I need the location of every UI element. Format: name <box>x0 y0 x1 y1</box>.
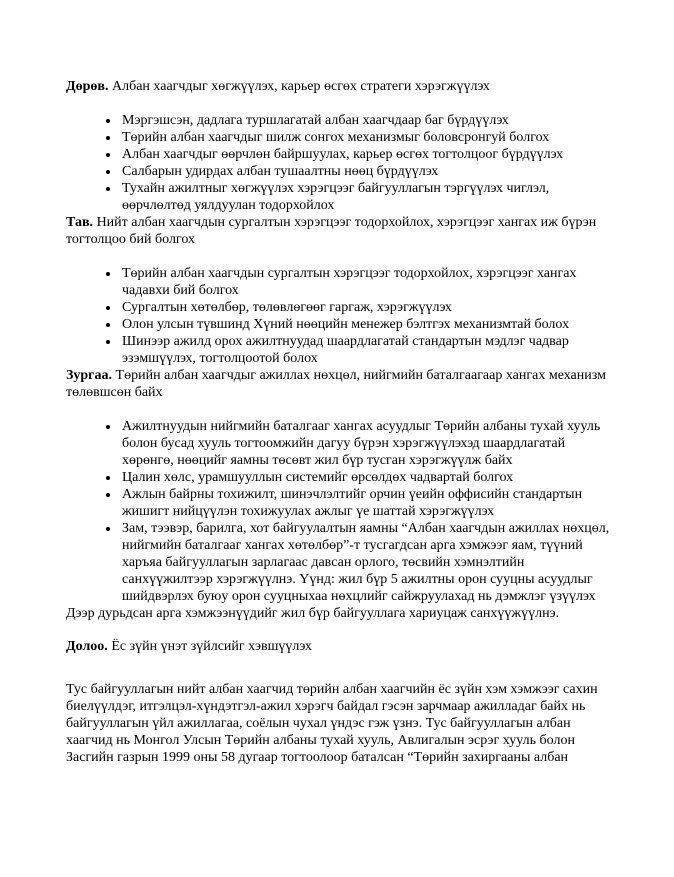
bullet-item: • Ажлын байрны тохижилт, шинэчлэлтийг орчин үеийн оффисийн стандартын жишигт нийцүүлэн тохижуулах ажлыг үе шаттай хэрэгжүүлэх <box>120 486 616 520</box>
section-five-heading <box>66 214 616 248</box>
section-six-label: Зургаа. <box>66 368 113 383</box>
bullet-item: • Цалин хөлс, урамшууллын системийг өрсөлдөх чадвартай болгох <box>120 469 616 486</box>
section-five-label: Тав. <box>66 215 94 230</box>
section-seven-label: Долоо. <box>66 639 108 654</box>
section-four-title: Албан хаагчдыг хөгжүүлэх, карьер өсгөх стратеги хэрэгжүүлэх <box>111 79 490 94</box>
funding-note-paragraph: Дээр дурьдсан арга хэмжээнүүдийг жил бүр байгууллага хариуцаж санхүүжүүлнэ. <box>66 606 560 621</box>
bullet-item: • Тухайн ажилтныг хөгжүүлэх хэрэгцээг байгууллагын тэргүүлэх чиглэл, өөрчлөлтөд уялдуулан тодорхойлох <box>120 180 616 214</box>
bullet-item: • Зам, тээвэр, барилга, хот байгуулалтын яамны “Албан хаагчдын ажиллах нөхцөл, нийгмийн баталгааг хангах хөтөлбөр”-т тусгагдсан арга хэмжээг яам, түүний харъяа байгууллагын зарлагаас давсан орлого, төсвийн хэмнэлтийн санхүүжилтээр хэрэгжүүлнэ. Үүнд: жил бүр 5 ажилтны орон сууцны асуудлыг шийдвэрлэх буюу орон сууцныхаа нөхцлийг сайжруулахад нь дэмжлэг үзүүлэх <box>120 520 616 605</box>
section-four-bullet-list <box>66 112 616 214</box>
bullet-item: • Төрийн албан хаагчдыг шилж сонгох механизмыг боловсронгуй болгох <box>120 129 616 146</box>
bullet-item: • Шинээр ажилд орох ажилтнуудад шаардлагатай стандартын мэдлэг чадвар эзэмшүүлэх, тогтолцоотой болох <box>120 333 616 367</box>
section-six-bullet-list <box>66 418 616 605</box>
bullet-item: • Ажилтнуудын нийгмийн баталгааг хангах асуудлыг Төрийн албаны тухай хууль болон бусад хууль тогтоомжийн дагуу бүрэн хэрэгжүүлэхэд шаардлагатай хөрөнгө, нөөцийг яамны төсөвт жил бүр тусган хэрэгжүүлж байх <box>120 418 616 469</box>
section-four-heading <box>66 78 616 95</box>
section-six-title: Төрийн албан хаагчдыг ажиллах нөхцөл, нийгмийн баталгаагаар хангах механизм төлөвшсөн байх <box>66 368 606 400</box>
section-seven-heading <box>66 638 616 655</box>
ethics-paragraph: Тус байгууллагын нийт албан хаагчид төрийн албан хаагчийн ёс зүйн хэм хэмжээг сахин биелүүлдэг, итгэлцэл-хүндэтгэл-ажил хэрэгч байдал гэсэн зарчмаар ажилладаг байх нь байгууллагын үйл ажиллагаа, соёлын чухал үндэс гэж үзнэ. Тус байгууллагын албан хаагчид нь Монгол Улсын Төрийн албаны тухай хууль, Авлигалын эсрэг хууль болон Засгийн газрын 1999 оны 58 дугаар тогтоолоор баталсан “Төрийн захиргааны албан <box>66 682 598 765</box>
bullet-item: • Олон улсын түвшинд Хүний нөөцийн менежер бэлтгэх механизмтай болох <box>120 316 616 333</box>
bullet-item: • Мэргэшсэн, дадлага туршлагатай албан хаагчдаар баг бүрдүүлэх <box>120 112 616 129</box>
section-seven-title: Ёс зүйн үнэт зүйлсийг хэвшүүлэх <box>111 639 312 654</box>
section-six-heading <box>66 367 616 401</box>
bullet-item: • Салбарын удирдах албан тушаалтны нөөц бүрдүүлэх <box>120 163 616 180</box>
bullet-item: • Сургалтын хөтөлбөр, төлөвлөгөөг гаргаж, хэрэгжүүлэх <box>120 299 616 316</box>
section-five-bullet-list <box>66 265 616 367</box>
bullet-item: • Албан хаагчдыг өөрчлөн байршуулах, карьер өсгөх тогтолцоог бүрдүүлэх <box>120 146 616 163</box>
section-four-label: Дөрөв. <box>66 79 109 94</box>
section-five-title: Нийт албан хаагчдын сургалтын хэрэгцээг тодорхойлох, хэрэгцээг хангах иж бүрэн тогтолцоо бий болгох <box>66 215 597 247</box>
bullet-item: • Төрийн албан хаагчдын сургалтын хэрэгцээг тодорхойлох, хэрэгцээг хангах чадавхи бий болгох <box>120 265 616 299</box>
